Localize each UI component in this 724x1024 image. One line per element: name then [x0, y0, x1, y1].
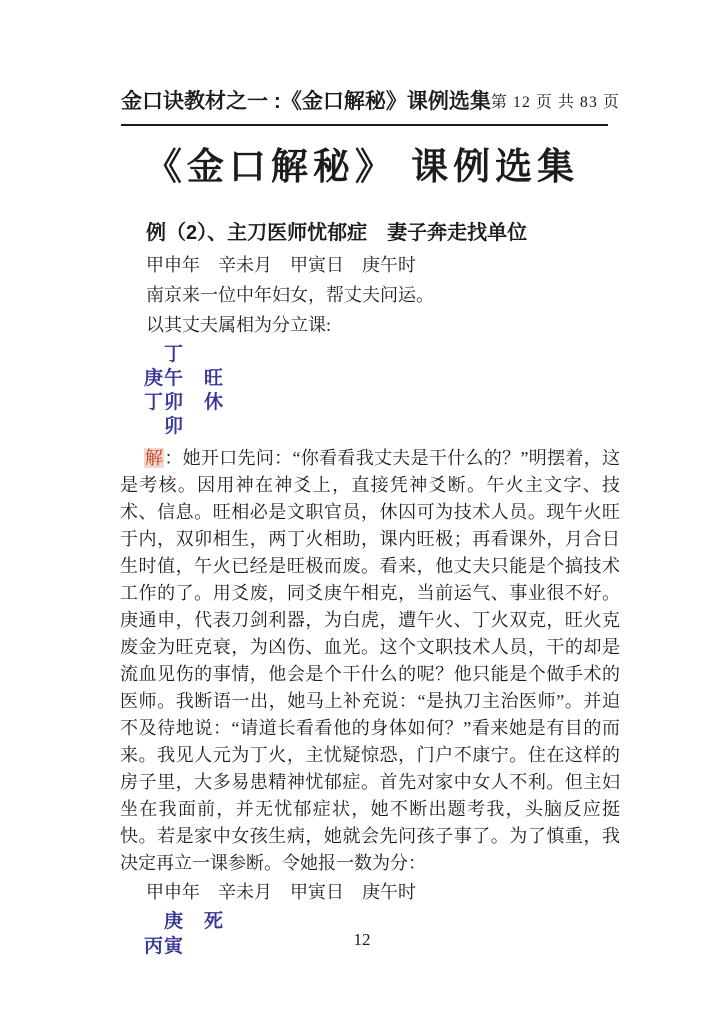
header-booklet-title: 金口诀教材之一 :《金口解秘》课例选集 — [121, 90, 491, 113]
divination-chart-1 — [144, 343, 620, 439]
chart-line: 丁卯 休 — [144, 392, 225, 413]
chart-line: 卯 — [144, 416, 185, 437]
analysis-paragraph — [120, 445, 620, 877]
intro-line: 以其丈夫属相为分立课: — [146, 315, 331, 335]
jie-highlight-label: 解 — [145, 448, 164, 468]
chart-line: 丁 — [144, 344, 185, 365]
intro-line: 南京来一位中年妇女，帮丈夫问运。 — [146, 285, 434, 305]
chart-line: 丙寅 — [144, 936, 185, 957]
four-pillars-line: 甲申年 辛未月 甲寅日 庚午时 — [146, 882, 416, 902]
case-content — [120, 220, 620, 959]
header-page-info: 第 12 页 共 83 页 — [490, 94, 620, 111]
page-number: 12 — [353, 930, 371, 949]
chart-line: 庚午 旺 — [144, 368, 225, 389]
document-title: 《金口解秘》 课例选集 — [144, 147, 580, 188]
page-header — [121, 90, 620, 126]
chart-line: 庚 死 — [144, 911, 225, 932]
case-heading: 例（2）、主刀医师忧郁症 妻子奔走找单位 — [146, 222, 528, 244]
four-pillars-line: 甲申年 辛未月 甲寅日 庚午时 — [146, 255, 416, 275]
analysis-text: ：她开口先问：“你看看我丈夫是干什么的？”明摆着，这是考核。因用神在神爻上，直接凭神爻断。午火主文字、技术、信息。旺相必是文职官员，休囚可为技术人员。现午火旺于内，双卯相生，两丁火相助，课内旺极；再看课外，月合日生时值，午火已经是旺极而废。看来，他丈夫只能是个搞技术工作的了。用爻废，同爻庚午相克，当前运气、事业很不好。庚通申，代表刀剑利器，为白虎，遭午火、丁火双克，旺火克废金为旺克衰，为凶伤、血光。这个文职技术人员，干的却是流血见伤的事情，他会是个干什么的呢？他只能是个做手术的医师。我断语一出，她马上补充说：“是执刀主治医师”。并迫不及待地说：“请道长看看他的身体如何？”看来她是有目的而来。我见人元为丁火，主忧疑惊恐，门户不康宁。住在这样的房子里，大多易患精神忧郁症。首先对家中女人不利。但主妇坐在我面前，并无忧郁症状，她不断出题考我，头脑反应挺快。若是家中女孩生病，她就会先问孩子事了。为了慎重，我决定再立一课参断。令她报一数为分： — [120, 448, 620, 873]
